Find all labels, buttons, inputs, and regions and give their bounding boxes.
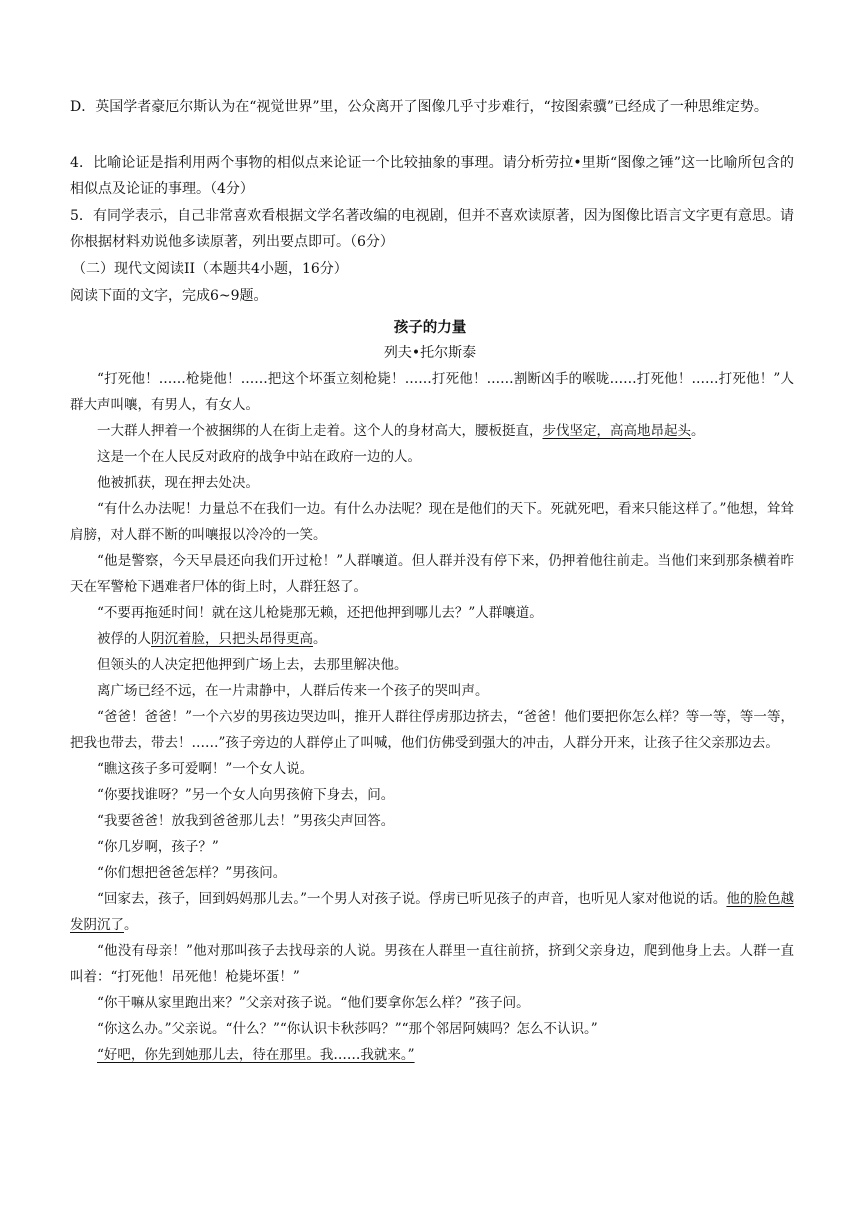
- text-run: 一大群人押着一个被捆绑的人在街上走着。这个人的身材高大，腰板挺直，: [97, 423, 543, 439]
- text-run: 被俘的人: [97, 631, 151, 647]
- paragraph: “不要再拖延时间！就在这儿枪毙那无赖，还把他押到哪儿去？”人群嚷道。: [97, 605, 543, 621]
- paragraph: 离广场已经不远，在一片肃静中，人群后传来一个孩子的哭叫声。: [97, 683, 489, 699]
- underlined-phrase: 步伐坚定，高高地昂起头: [542, 423, 691, 439]
- paragraph: 他被抓获，现在押去处决。: [97, 475, 259, 491]
- underlined-phrase: “好吧，你先到她那儿去，待在那里。我……我就来。”: [97, 1047, 415, 1063]
- paragraph: [70, 626, 794, 652]
- paragraph: “我要爸爸！放我到爸爸那儿去！”男孩尖声回答。: [97, 813, 395, 829]
- option-d: D．英国学者豪厄尔斯认为在“视觉世界”里，公众离开了图像几乎寸步难行，“按图索骥”已经成了一种思维定势。: [70, 99, 768, 115]
- text-run: “回家去，孩子，回到妈妈那儿去。”一个男人对孩子说。俘虏已听见孩子的声音，也听见人家对他说的话。: [97, 891, 727, 907]
- paragraph: “他没有母亲！”他对那叫孩子去找母亲的人说。男孩在人群里一直往前挤，挤到父亲身边，爬到他身上去。人群一直叫着：“打死他！吊死他！枪毙坏蛋！”: [70, 943, 794, 985]
- question-5: 5．有同学表示，自己非常喜欢看根据文学名著改编的电视剧，但并不喜欢读原著，因为图像比语言文字更有意思。请你根据材料劝说他多读原著，列出要点即可。（6分）: [70, 208, 794, 250]
- underlined-phrase: 阴沉着脸，只把头昂得更高: [151, 631, 313, 647]
- story-author: 列夫•托尔斯泰: [383, 345, 477, 361]
- text-run: 。: [313, 631, 327, 647]
- section-heading: （二）现代文阅读II（本题共4小题，16分）: [72, 261, 348, 277]
- section-instruction: 阅读下面的文字，完成6~9题。: [70, 288, 268, 304]
- story-body: [70, 366, 794, 1068]
- paragraph: “瞧这孩子多可爱啊！”一个女人说。: [97, 761, 314, 777]
- story-title: 孩子的力量: [393, 319, 467, 336]
- paragraph: “有什么办法呢！力量总不在我们一边。有什么办法呢？现在是他们的天下。死就死吧，看来只能这样了。”他想，耸耸肩膀，对人群不断的叫嚷报以冷冷的一笑。: [70, 501, 794, 543]
- paragraph: 这是一个在人民反对政府的战争中站在政府一边的人。: [97, 449, 421, 465]
- question-4: 4．比喻论证是指利用两个事物的相似点来论证一个比较抽象的事理。请分析劳拉•里斯“图像之锤”这一比喻所包含的相似点及论证的事理。（4分）: [70, 155, 794, 197]
- paragraph: “你干嘛从家里跑出来？”父亲对孩子说。“他们要拿你怎么样？”孩子问。: [97, 995, 530, 1011]
- paragraph: “他是警察，今天早晨还向我们开过枪！”人群嚷道。但人群并没有停下来，仍押着他往前走。当他们来到那条横着昨天在军警枪下遇难者尸体的街上时，人群狂怒了。: [70, 553, 794, 595]
- paragraph: “你几岁啊，孩子？”: [97, 839, 219, 855]
- paragraph: [70, 1042, 794, 1068]
- paragraph: “打死他！……枪毙他！……把这个坏蛋立刻枪毙！……打死他！……割断凶手的喉咙……打死他！……打死他！”人群大声叫嚷，有男人，有女人。: [70, 371, 794, 413]
- underlined-phrase: 他的脸色越发阴沉了: [70, 891, 795, 933]
- paragraph: [70, 418, 794, 444]
- text-run: 。: [124, 917, 138, 933]
- paragraph: “你这么办。”父亲说。“什么？”“你认识卡秋莎吗？”“那个邻居阿姨吗？怎么不认识。”: [97, 1021, 598, 1037]
- paragraph: 但领头的人决定把他押到广场上去，去那里解决他。: [97, 657, 408, 673]
- paragraph: “你要找谁呀？”另一个女人向男孩俯下身去，问。: [97, 787, 395, 803]
- paragraph: “你们想把爸爸怎样？”男孩问。: [97, 865, 287, 881]
- paragraph: “爸爸！爸爸！”一个六岁的男孩边哭边叫，推开人群往俘虏那边挤去，“爸爸！他们要把你怎么样？等一等，等一等，把我也带去，带去！……”孩子旁边的人群停止了叫喊，他们仿佛受到强大的冲击，人群分开来，让孩子往父亲那边去。: [70, 709, 794, 751]
- text-run: 。: [691, 423, 705, 439]
- paragraph: [70, 886, 794, 938]
